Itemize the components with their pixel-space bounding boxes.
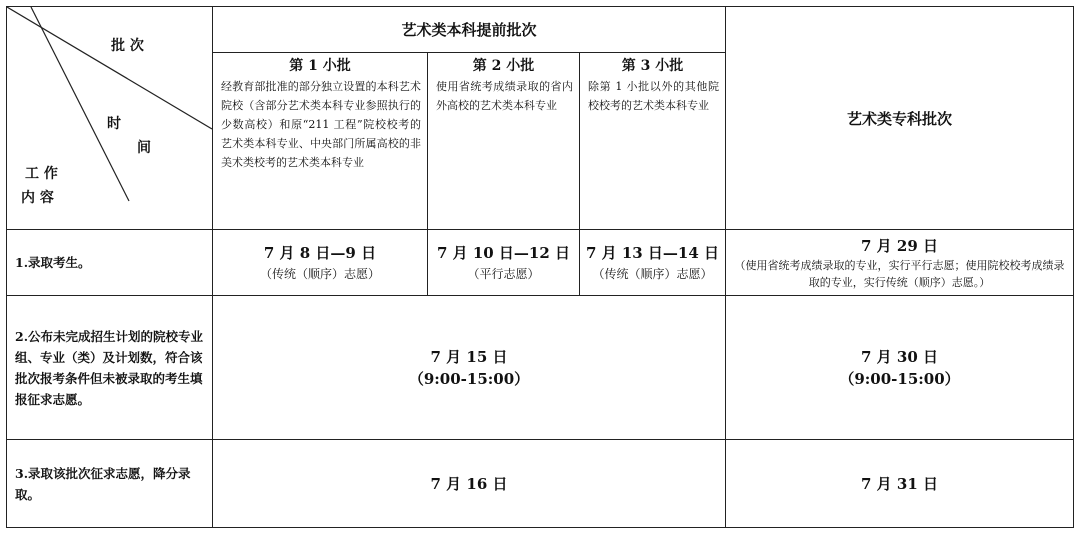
table-row [7, 230, 1074, 296]
row-1-vocational-date: 7 月 29 日 [861, 236, 938, 255]
row-3-undergrad-date: 7 月 16 日 [213, 440, 726, 528]
corner-batch-label: 批 次 [111, 38, 144, 54]
row-1-sub-2-date: 7 月 10 日—12 日 [436, 243, 571, 262]
row-2-undergrad-time: （9:00-15:00） [408, 369, 530, 388]
sub-batch-3-desc: 除第 1 小批以外的其他院校校考的艺术类本科专业 [588, 80, 719, 113]
vocational-batch-header: 艺术类专科批次 [726, 7, 1074, 230]
table-row [7, 296, 1074, 440]
sub-batch-1-desc: 经教育部批准的部分独立设置的本科艺术院校（含部分艺术类本科专业参照执行的少数高校）和原“211 工程”院校校考的艺术类本科专业、中央部门所属高校的非美术类校考的艺术类本科专业 [221, 80, 421, 170]
row-1-sub-2-note: （平行志愿） [467, 266, 540, 281]
row-1-vocational [726, 230, 1074, 296]
row-1-sub-3-note: （传统（顺序）志愿） [592, 266, 713, 281]
row-1-content: 1.录取考生。 [7, 230, 213, 296]
row-2-vocational-time: （9:00-15:00） [839, 369, 960, 388]
row-1-vocational-note: （使用省统考成绩录取的专业，实行平行志愿；使用院校校考成绩录取的专业，实行传统（顺序）志愿。） [734, 258, 1065, 289]
corner-header-cell [7, 7, 213, 230]
row-1-sub-1-note: （传统（顺序）志愿） [259, 266, 380, 281]
row-2-undergrad-date: 7 月 15 日 [430, 347, 508, 366]
row-1-sub-1 [213, 230, 428, 296]
row-3-vocational-date: 7 月 31 日 [726, 440, 1074, 528]
sub-batch-2-title: 第 2 小批 [472, 58, 535, 75]
row-1-sub-1-date: 7 月 8 日—9 日 [263, 243, 377, 262]
sub-batch-1-title: 第 1 小批 [289, 58, 351, 75]
row-1-sub-2 [428, 230, 580, 296]
sub-batch-3-cell [580, 53, 726, 230]
row-2-undergrad [213, 296, 726, 440]
schedule-table [6, 6, 1074, 528]
corner-time-label-1: 时 [107, 116, 121, 132]
row-3-content: 3.录取该批次征求志愿，降分录取。 [7, 440, 213, 528]
undergrad-batch-header: 艺术类本科提前批次 [213, 7, 726, 53]
row-2-content: 2.公布未完成招生计划的院校专业组、专业（类）及计划数，符合该批次报考条件但未被录取的考生填报征求志愿。 [7, 296, 213, 440]
row-2-vocational [726, 296, 1074, 440]
sub-batch-1-cell [213, 53, 428, 230]
sub-batch-2-cell [428, 53, 580, 230]
table-row [7, 440, 1074, 528]
corner-time-label-2: 间 [137, 140, 151, 156]
row-1-sub-3 [580, 230, 726, 296]
corner-work-label-2: 内 容 [21, 190, 54, 206]
row-2-vocational-date: 7 月 30 日 [861, 347, 938, 366]
sub-batch-3-title: 第 3 小批 [621, 58, 684, 75]
corner-work-label-1: 工 作 [25, 166, 58, 182]
sub-batch-2-desc: 使用省统考成绩录取的省内外高校的艺术类本科专业 [436, 80, 573, 113]
row-1-sub-3-date: 7 月 13 日—14 日 [585, 243, 720, 262]
